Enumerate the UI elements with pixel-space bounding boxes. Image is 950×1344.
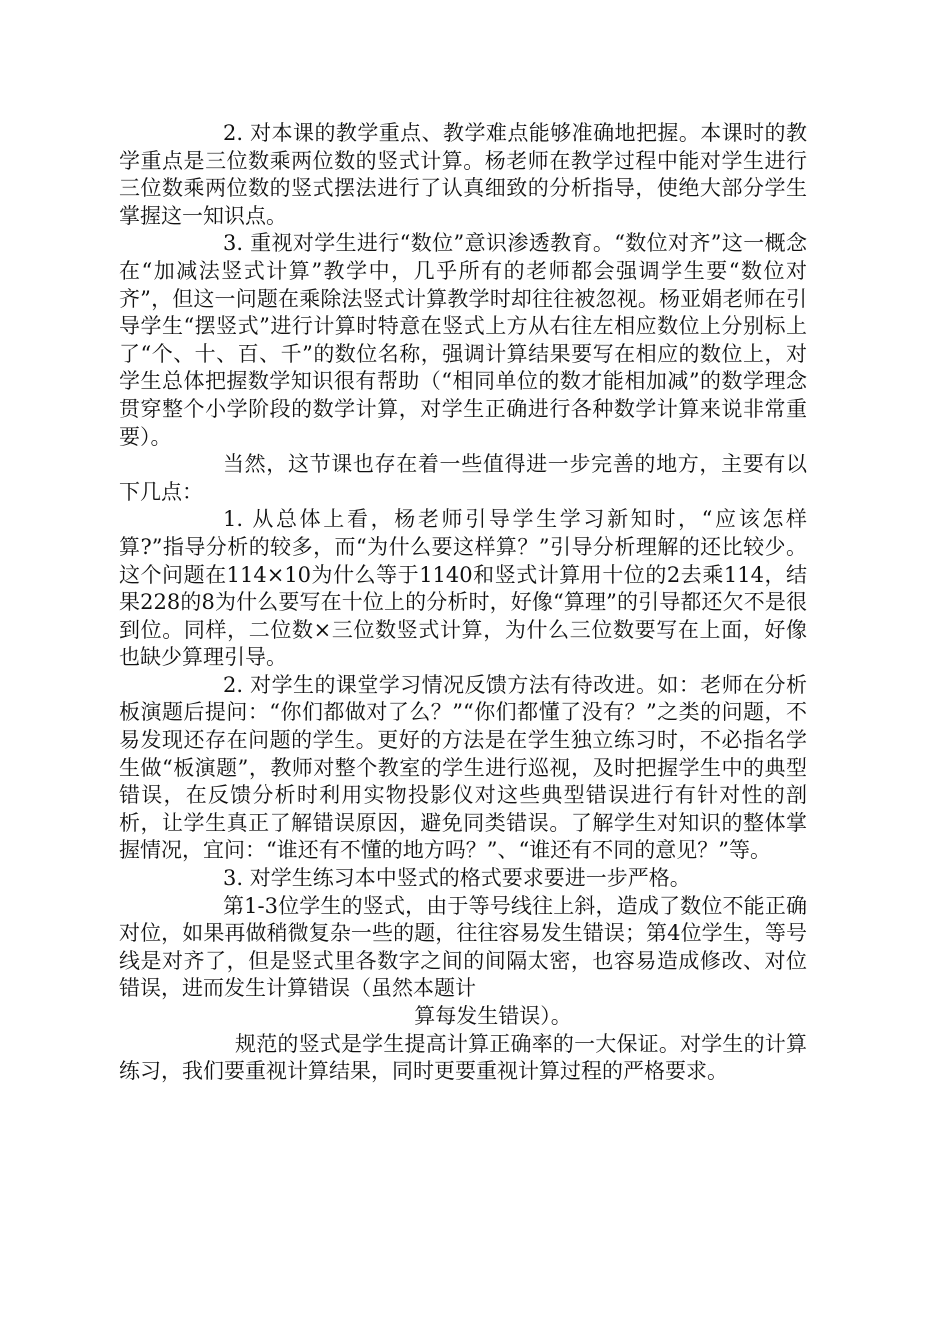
paragraph-feedback-method: 2. 对学生的课堂学习情况反馈方法有待改进。如：老师在分析板演题后提问：“你们都做对了么？”“你们都懂了没有？”之类的问题，不易发现还存在问题的学生。更好的方法是在学生独立练习时，不必指名学生做“板演题”，教师对整个教室的学生进行巡视，及时把握学生中的典型错误，在反馈分析时利用实物投影仪对这些典型错误进行有针对性的剖析，让学生真正了解错误原因，避免同类错误。了解学生对知识的整体掌握情况，宜问：“谁还有不懂的地方吗？”、“谁还有不同的意见？”等。 <box>119 672 807 863</box>
paragraph-student-examples: 第1-3位学生的竖式，由于等号线往上斜，造成了数位不能正确对位，如果再做稍微复杂一些的题，往往容易发生错误；第4位学生，等号线是对齐了，但是竖式里各数字之间的间隔太密，也容易造成修改、对位错误，进而发生计算错误（虽然本题计 <box>119 893 807 1001</box>
paragraph-conclusion: 规范的竖式是学生提高计算正确率的一大保证。对学生的计算练习，我们要重视计算结果，同时更要重视计算过程的严格要求。 <box>119 1031 807 1084</box>
paragraph-student-examples-tail <box>119 1003 807 1031</box>
paragraph-improvements-intro: 当然，这节课也存在着一些值得进一步完善的地方，主要有以下几点： <box>119 452 807 504</box>
student-examples-tail-text: 算每发生错误）。 <box>414 1004 572 1028</box>
paragraph-arithmetic-reasoning: 1. 从总体上看，杨老师引导学生学习新知时，“应该怎样算?”指导分析的较多，而“为什么要这样算？”引导分析理解的还比较少。这个问题在114×10为什么等于1140和竖式计算用十位的2去乘114，结果228的8为什么要写在十位上的分析时，好像“算理”的引导都还欠不是很到位。同样，二位数×三位数竖式计算，为什么三位数要写在上面，好像也缺少算理引导。 <box>119 507 807 670</box>
paragraph-format-requirements: 3. 对学生练习本中竖式的格式要求要进一步严格。 <box>223 866 691 891</box>
paragraph-key-points: 2. 对本课的教学重点、教学难点能够准确地把握。本课时的教学重点是三位数乘两位数的竖式计算。杨老师在教学过程中能对学生进行三位数乘两位数的竖式摆法进行了认真细致的分析指导，使绝大部分学生掌握这一知识点。 <box>119 121 807 228</box>
document-body <box>119 120 807 1086</box>
paragraph-place-value: 3. 重视对学生进行“数位”意识渗透教育。“数位对齐”这一概念在“加减法竖式计算”教学中，几乎所有的老师都会强调学生要“数位对齐”，但这一问题在乘除法竖式计算教学时却往往被忽视。杨亚娟老师在引导学生“摆竖式”进行计算时特意在竖式上方从右往左相应数位上分别标上了“个、十、百、千”的数位名称，强调计算结果要写在相应的数位上，对学生总体把握数学知识很有帮助（“相同单位的数才能相加减”的数学理念贯穿整个小学阶段的数学计算，对学生正确进行各种数学计算来说非常重要）。 <box>119 231 807 449</box>
